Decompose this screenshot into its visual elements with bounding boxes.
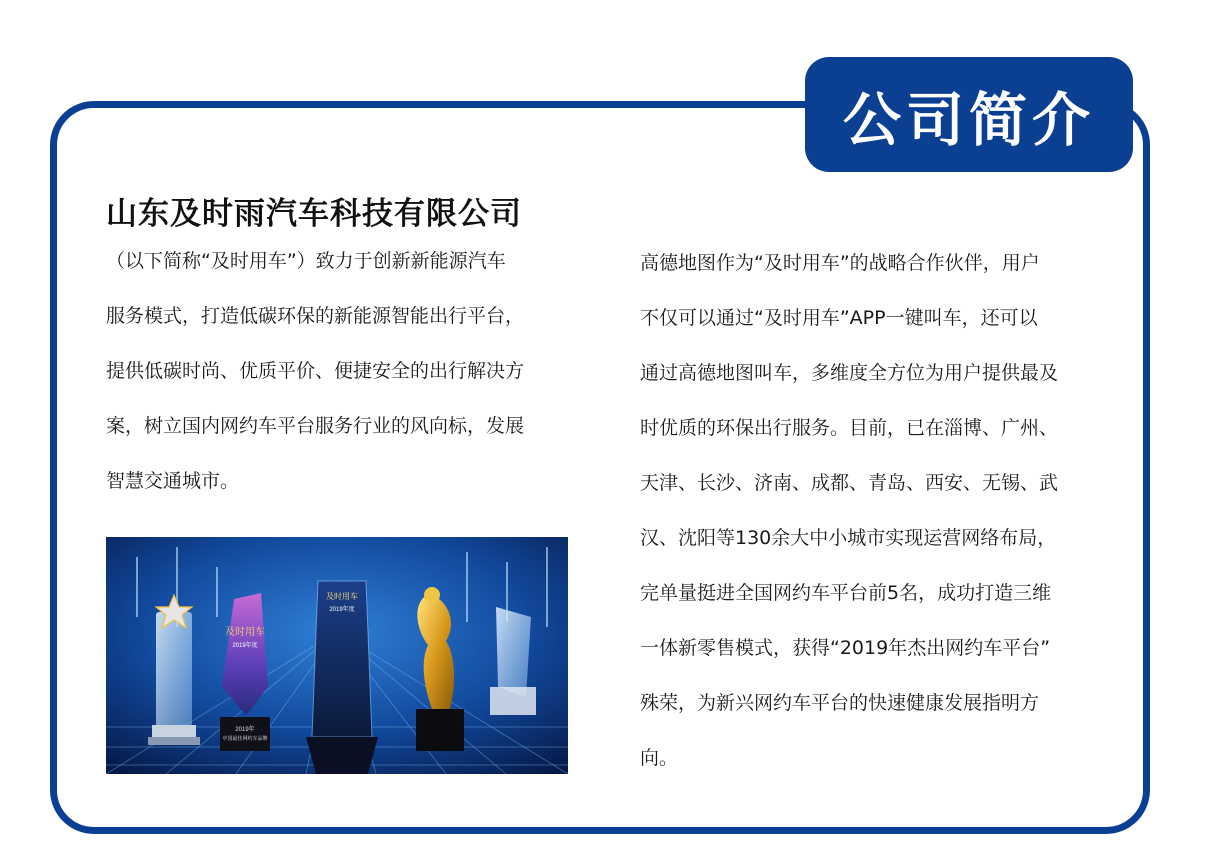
text-line: 服务模式，打造低碳环保的新能源智能出行平台， — [106, 305, 525, 327]
text-line: 智慧交通城市。 — [106, 470, 240, 492]
trophy-label: 及时用车 — [326, 592, 358, 601]
trophy-label: 中国最佳网约车品牌 — [222, 736, 268, 742]
text-line: 向。 — [640, 747, 679, 769]
text-line: 不仅可以通过“及时用车”APP一键叫车，还可以 — [640, 307, 1038, 329]
text-line: 殊荣，为新兴网约车平台的快速健康发展指明方 — [640, 692, 1040, 714]
trophy-tall-glass — [306, 581, 378, 774]
text-line: 汉、沈阳等130余大中小城市实现运营网络布局， — [640, 527, 1057, 549]
intro-paragraph-left — [106, 234, 576, 509]
text-line: （以下简称“及时用车”）致力于创新新能源汽车 — [106, 250, 506, 272]
text-line: 提供低碳时尚、优质平价、便捷安全的出行解决方 — [106, 360, 525, 382]
section-title: 公司简介 — [842, 85, 1095, 154]
text-line: 高德地图作为“及时用车”的战略合作伙伴，用户 — [640, 252, 1040, 274]
text-line: 时优质的环保出行服务。目前，已在淄博、广州、 — [640, 417, 1059, 439]
trophy-label: 2019年 — [235, 727, 255, 733]
trophy-label: 及时用车 — [225, 627, 265, 638]
awards-photo — [106, 537, 568, 774]
trophy-label: 2019年度 — [329, 607, 355, 613]
intro-paragraph-right — [640, 236, 1110, 786]
text-line: 一体新零售模式，获得“2019年杰出网约车平台” — [640, 637, 1051, 659]
text-line: 通过高德地图叫车，多维度全方位为用户提供最及 — [640, 362, 1059, 384]
section-title-tab — [805, 57, 1133, 172]
text-line: 完单量挺进全国网约车平台前5名，成功打造三维 — [640, 582, 1052, 604]
company-name: 山东及时雨汽车科技有限公司 — [106, 196, 522, 232]
text-line: 天津、长沙、济南、成都、青岛、西安、无锡、武 — [640, 472, 1059, 494]
text-line: 案，树立国内网约车平台服务行业的风向标，发展 — [106, 415, 525, 437]
trophy-label: 2019年度 — [232, 643, 258, 649]
